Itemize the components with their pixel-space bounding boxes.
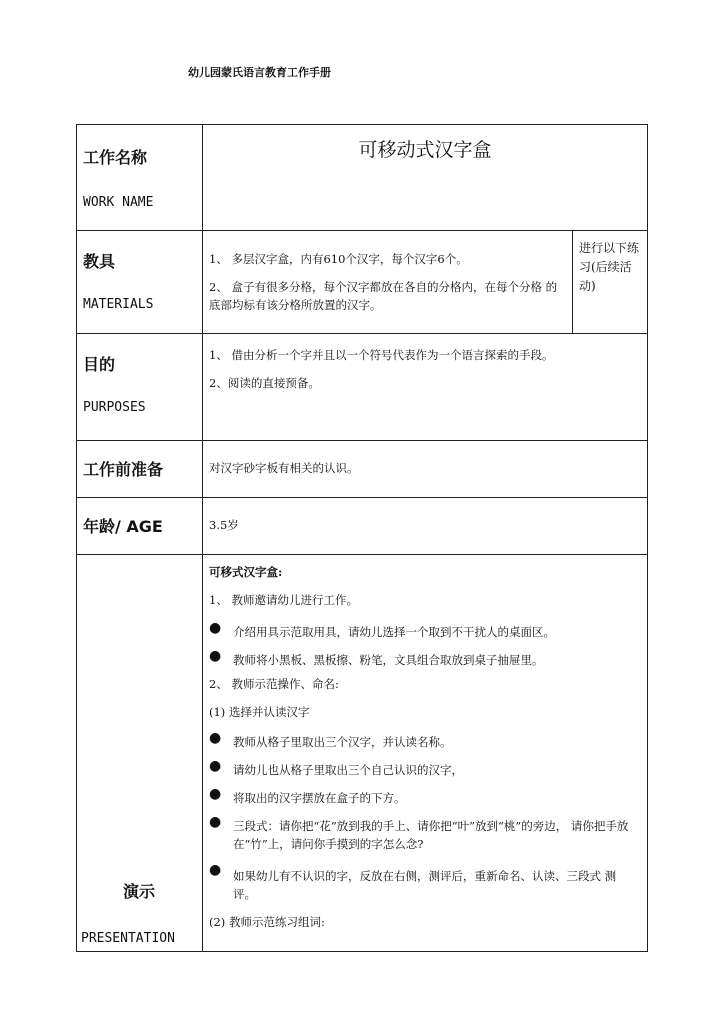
row-age — [77, 498, 648, 555]
row-materials — [77, 231, 648, 334]
bullet-icon: ● — [209, 814, 222, 830]
work-name-label-en: WORK NAME — [83, 195, 154, 210]
bullet-icon: ● — [209, 786, 222, 802]
materials-note: 进行以下练习(后续活动) — [579, 241, 640, 293]
presentation-bullet-5: 将取出的汉字摆放在盒子的下方。 — [233, 791, 406, 805]
materials-label-en: MATERIALS — [83, 297, 154, 312]
bullet-icon: ● — [209, 758, 222, 774]
materials-note-cell — [573, 231, 648, 334]
age-value: 3.5岁 — [209, 518, 239, 532]
materials-label-cell — [77, 231, 203, 334]
presentation-step-2: 2、 教师示范操作、命名: — [209, 677, 339, 691]
presentation-step-1: 1、 教师邀请幼儿进行工作。 — [209, 593, 358, 607]
presentation-label-en: PRESENTATION — [81, 931, 175, 946]
preparation-content-cell — [203, 441, 648, 498]
presentation-sub-1: (1) 选择并认读汉字 — [209, 705, 310, 719]
presentation-bullet-7: 如果幼儿有不认识的字，反放在右侧，测评后，重新命名、认读、三段式 测评。 — [233, 869, 617, 901]
materials-item-2: 2、 盒子有很多分格，每个汉字都放在各自的分格内，在每个分格 的底部均标有该分格所放置的汉字。 — [209, 280, 558, 312]
presentation-bullet-3: 教师从格子里取出三个汉字，并认读名称。 — [233, 735, 452, 749]
purposes-label-en: PURPOSES — [83, 400, 146, 415]
bullet-icon: ● — [209, 620, 222, 636]
page-header: 幼儿园蒙氏语言教育工作手册 — [188, 66, 331, 79]
age-label: 年龄/ AGE — [83, 517, 163, 536]
age-label-cell — [77, 498, 203, 555]
purposes-label-cell — [77, 334, 203, 441]
row-purposes — [77, 334, 648, 441]
row-preparation — [77, 441, 648, 498]
preparation-label-cell — [77, 441, 203, 498]
presentation-label-cell — [77, 555, 203, 952]
work-name-title: 可移动式汉字盒 — [358, 139, 492, 161]
row-presentation — [77, 555, 648, 952]
presentation-label-zh: 演示 — [123, 882, 156, 901]
presentation-bullet-6: 三段式：请你把“花”放到我的手上、请你把“叶”放到“桃”的旁边， 请你把手放在“竹”上，请问你手摸到的字怎么念? — [233, 819, 629, 851]
row-work-name — [77, 125, 648, 231]
purposes-item-1: 1、 借由分析一个字并且以一个符号代表作为一个语言探索的手段。 — [209, 348, 554, 362]
work-name-value-cell — [203, 125, 648, 231]
presentation-heading: 可移式汉字盒: — [209, 565, 283, 579]
presentation-bullet-1: 介绍用具示范取用具，请幼儿选择一个取到不干扰人的桌面区。 — [233, 625, 555, 639]
bullet-icon: ● — [209, 862, 222, 878]
presentation-bullet-4: 请幼儿也从格子里取出三个自己认识的汉字， — [233, 763, 463, 777]
purposes-item-2: 2、阅读的直接预备。 — [209, 376, 320, 390]
materials-content-cell — [203, 231, 573, 334]
materials-item-1: 1、 多层汉字盒，内有610个汉字，每个汉字6个。 — [209, 252, 468, 266]
work-sheet-table — [76, 124, 648, 952]
purposes-content-cell — [203, 334, 648, 441]
presentation-bullet-2: 教师将小黑板、黑板擦、粉笔，文具组合取放到桌子抽屉里。 — [233, 653, 544, 667]
presentation-content-cell — [203, 555, 648, 952]
preparation-label: 工作前准备 — [83, 460, 164, 479]
bullet-icon: ● — [209, 648, 222, 664]
age-content-cell — [203, 498, 648, 555]
work-name-label-cell — [77, 125, 203, 231]
purposes-label-zh: 目的 — [83, 355, 116, 374]
preparation-value: 对汉字砂字板有相关的认识。 — [209, 461, 359, 475]
materials-label-zh: 教具 — [83, 252, 116, 271]
work-name-label-zh: 工作名称 — [83, 148, 148, 167]
bullet-icon: ● — [209, 730, 222, 746]
presentation-sub-2: (2) 教师示范练习组词: — [209, 915, 325, 929]
